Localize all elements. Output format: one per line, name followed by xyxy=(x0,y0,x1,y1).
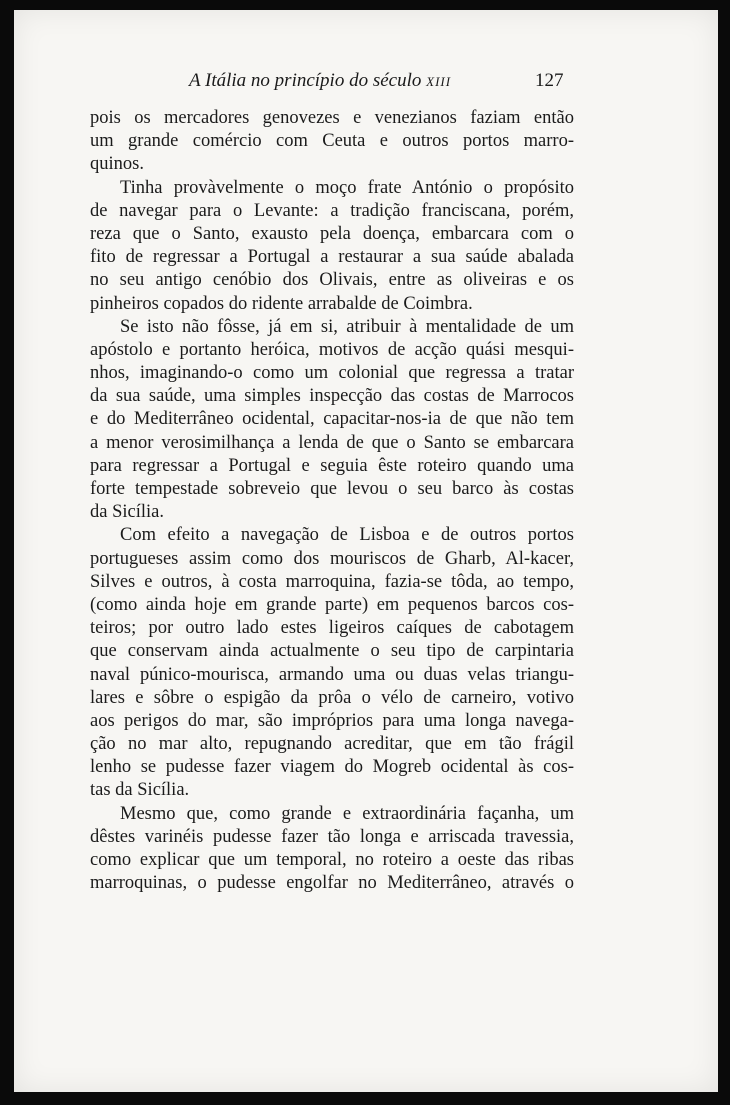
text-line: que conservam ainda actualmente o seu tipo de carpintaria xyxy=(90,641,574,662)
text-line: Silves e outros, à costa marroquina, fazia-se tôda, ao tempo, xyxy=(90,571,574,592)
text-line: (como ainda hoje em grande parte) em pequenos barcos cos- xyxy=(90,594,574,615)
body-text xyxy=(90,107,574,895)
running-title-text: A Itália no princípio do século xyxy=(189,70,422,91)
text-line: aos perigos do mar, são impróprios para uma longa navega- xyxy=(90,710,574,731)
text-line: quinos. xyxy=(90,154,144,175)
text-line: no seu antigo cenóbio dos Olivais, entre as oliveiras e os xyxy=(90,270,574,291)
text-line: para regressar a Portugal e seguia êste roteiro quando uma xyxy=(90,455,574,476)
text-line: nhos, imaginando-o como um colonial que regressa a tratar xyxy=(90,363,574,384)
text-line: naval púnico-mourisca, armando uma ou duas velas triangu- xyxy=(90,664,574,685)
text-line: lares e sôbre o espigão da prôa o vélo de carneiro, votivo xyxy=(90,687,574,708)
running-header xyxy=(14,70,718,100)
text-line: pois os mercadores genovezes e venezianos faziam então xyxy=(90,108,574,128)
text-line: portugueses assim como dos mouriscos de Gharb, Al-kacer, xyxy=(90,548,574,569)
text-line: tas da Sicília. xyxy=(90,780,190,801)
text-line: da sua saúde, uma simples inspecção das costas de Marrocos xyxy=(90,386,574,407)
text-line: forte tempestade sobreveio que levou o seu barco às costas xyxy=(90,479,574,499)
text-line: teiros; por outro lado estes ligeiros caíques de cabotagem xyxy=(90,618,574,639)
text-line: e do Mediterrâneo ocidental, capacitar-nos-ia de que não tem xyxy=(90,409,574,430)
text-line: a menor verosimilhança a lenda de que o Santo se embarcara xyxy=(90,432,574,453)
text-line: marroquinas, o pudesse engolfar no Mediterrâneo, através o xyxy=(90,873,574,894)
running-title xyxy=(189,70,451,92)
page-number: 127 xyxy=(535,70,564,91)
text-line: dêstes varinéis pudesse fazer tão longa e arriscada travessia, xyxy=(90,826,574,847)
text-line: pinheiros copados do ridente arrabalde de Coimbra. xyxy=(90,293,473,314)
text-line: um grande comércio com Ceuta e outros portos marro- xyxy=(90,131,574,152)
text-line: reza que o Santo, exausto pela doença, embarcara com o xyxy=(90,223,574,244)
running-title-century: XIII xyxy=(426,74,452,89)
show-through-text xyxy=(614,150,724,210)
text-line: Com efeito a navegação de Lisboa e de outros portos xyxy=(120,525,574,546)
text-line: fito de regressar a Portugal a restaurar a sua saúde abalada xyxy=(90,247,574,268)
text-line: ção no mar alto, repugnando acreditar, que em tão frágil xyxy=(90,734,574,755)
text-line: Mesmo que, como grande e extraordinária façanha, um xyxy=(120,803,574,824)
text-line: apóstolo e portanto heróica, motivos de acção quási mesqui- xyxy=(90,339,574,360)
text-line: de navegar para o Levante: a tradição franciscana, porém, xyxy=(90,200,574,221)
text-line: Se isto não fôsse, já em si, atribuir à mentalidade de um xyxy=(120,316,574,337)
text-line: como explicar que um temporal, no roteiro a oeste das ribas xyxy=(90,850,574,870)
book-page xyxy=(14,10,718,1092)
text-line: da Sicília. xyxy=(90,502,164,523)
text-line: lenho se pudesse fazer viagem do Mogreb ocidental às cos- xyxy=(90,757,574,778)
text-line: Tinha provàvelmente o moço frate António o propósito xyxy=(120,177,574,198)
